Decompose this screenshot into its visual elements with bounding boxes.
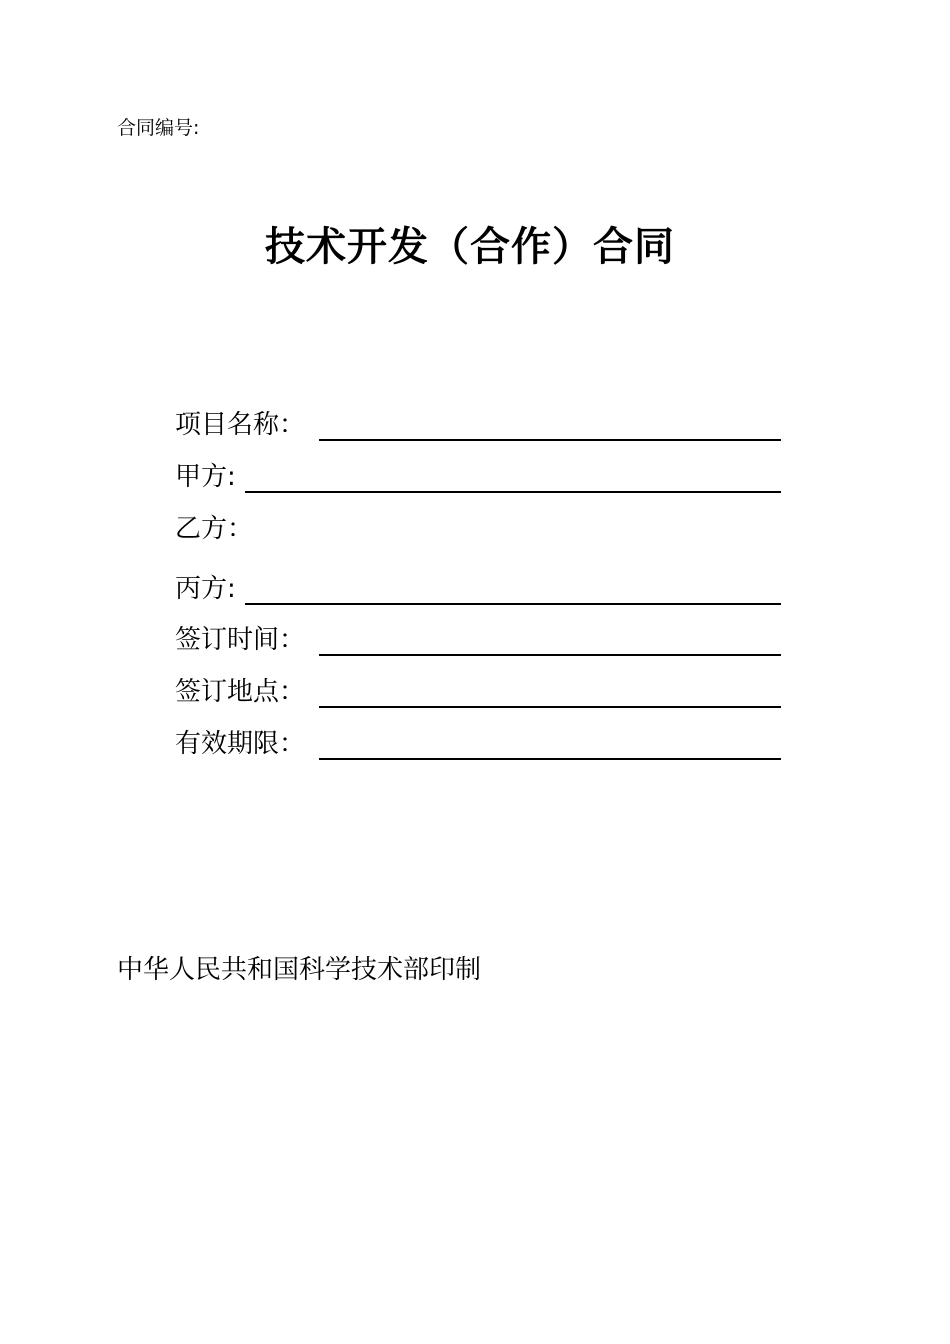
field-blank-party-c[interactable] (245, 603, 781, 605)
field-blank-validity-period[interactable] (319, 758, 781, 760)
field-signing-place (175, 675, 781, 709)
field-label-signing-place: 签订地点： (175, 677, 306, 707)
field-label-signing-date: 签订时间： (175, 625, 306, 655)
field-blank-signing-date[interactable] (319, 654, 781, 656)
field-label-party-a: 甲方: (175, 462, 236, 492)
field-label-party-b: 乙方： (175, 514, 254, 544)
issuer-footer: 中华人民共和国科学技术部印制 (117, 955, 482, 985)
field-blank-party-a[interactable] (245, 491, 781, 493)
field-project-name (175, 408, 781, 442)
field-validity-period (175, 727, 781, 761)
field-label-project-name: 项目名称： (175, 410, 306, 440)
field-label-validity-period: 有效期限： (175, 729, 306, 759)
field-label-party-c: 丙方: (175, 574, 236, 604)
field-signing-date (175, 623, 781, 657)
field-party-b (175, 512, 781, 546)
field-blank-project-name[interactable] (319, 439, 781, 441)
document-title: 技术开发（合作）合同 (265, 224, 675, 270)
field-party-a (175, 460, 781, 494)
field-party-c (175, 572, 781, 606)
contract-number-label: 合同编号: (117, 117, 200, 139)
field-blank-signing-place[interactable] (319, 706, 781, 708)
